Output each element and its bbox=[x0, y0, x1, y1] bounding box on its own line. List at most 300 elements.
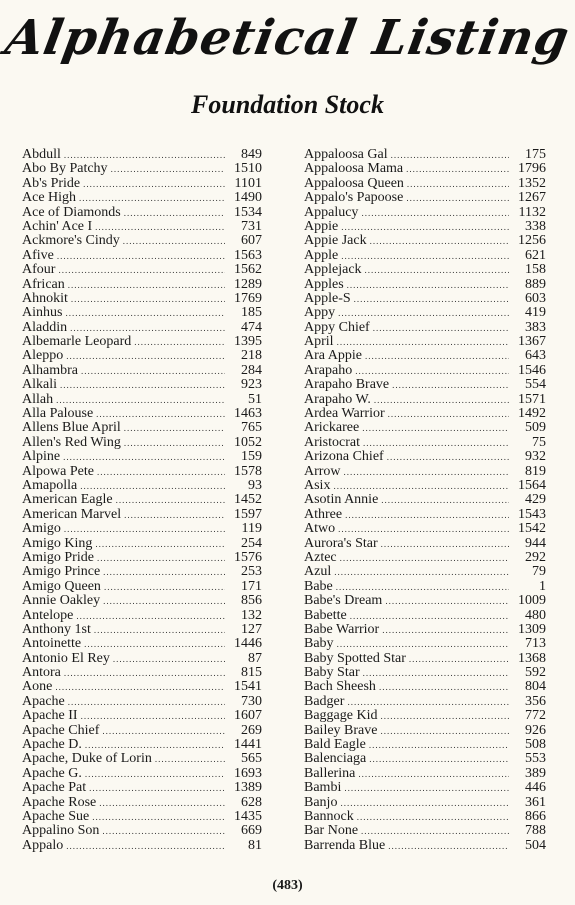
entry-name: Bailey Brave bbox=[304, 723, 378, 738]
list-item bbox=[304, 407, 546, 421]
entry-number: 509 bbox=[525, 421, 546, 436]
entry-number: 592 bbox=[525, 666, 546, 681]
dot-leader bbox=[155, 752, 225, 766]
entry-number: 127 bbox=[241, 622, 262, 637]
dot-leader bbox=[409, 652, 509, 666]
list-item bbox=[22, 421, 262, 435]
entry-name: Aristocrat bbox=[304, 435, 360, 450]
entry-name: Apples bbox=[304, 277, 344, 292]
list-item bbox=[22, 695, 262, 709]
entry-name: Baby bbox=[304, 637, 334, 652]
list-item bbox=[22, 407, 262, 421]
entry-number: 429 bbox=[525, 493, 546, 508]
dot-leader bbox=[373, 321, 509, 335]
entry-name: Albemarle Leopard bbox=[22, 335, 132, 350]
list-item bbox=[22, 680, 262, 694]
entry-name: Baby Star bbox=[304, 666, 360, 681]
dot-leader bbox=[338, 522, 509, 536]
list-item bbox=[304, 652, 546, 666]
entry-number: 1796 bbox=[518, 162, 546, 177]
entry-name: Aztec bbox=[304, 550, 337, 565]
entry-name: Achin' Ace I bbox=[22, 219, 93, 234]
entry-name: Arapaho Brave bbox=[304, 378, 390, 393]
entry-number: 621 bbox=[525, 248, 546, 263]
entry-number: 1441 bbox=[234, 738, 262, 753]
dot-leader bbox=[123, 234, 225, 248]
entry-number: 87 bbox=[248, 651, 262, 666]
entry-number: 1492 bbox=[518, 407, 546, 422]
list-item bbox=[22, 752, 262, 766]
dot-leader bbox=[344, 465, 509, 479]
entry-number: 446 bbox=[525, 781, 546, 796]
dot-leader bbox=[392, 378, 509, 392]
dot-leader bbox=[66, 349, 225, 363]
list-item bbox=[22, 537, 262, 551]
dot-leader bbox=[334, 565, 509, 579]
entry-name: Bach Sheesh bbox=[304, 680, 376, 695]
dot-leader bbox=[65, 306, 225, 320]
entry-name: Amigo Pride bbox=[22, 550, 94, 565]
dot-leader bbox=[345, 508, 509, 522]
entry-number: 253 bbox=[241, 565, 262, 580]
entry-number: 1367 bbox=[518, 335, 546, 350]
entry-number: 849 bbox=[241, 148, 262, 162]
entry-number: 292 bbox=[525, 550, 546, 565]
entry-name: American Eagle bbox=[22, 493, 113, 508]
entry-number: 508 bbox=[525, 738, 546, 753]
dot-leader bbox=[102, 824, 225, 838]
dot-leader bbox=[89, 781, 225, 795]
list-item bbox=[304, 724, 546, 738]
list-item bbox=[304, 148, 546, 162]
entry-number: 1368 bbox=[518, 651, 546, 666]
dot-leader bbox=[406, 191, 509, 205]
entry-name: Ainhus bbox=[22, 306, 63, 321]
entry-name: Baby Spotted Star bbox=[304, 651, 406, 666]
dot-leader bbox=[76, 609, 225, 623]
dot-leader bbox=[382, 623, 509, 637]
list-item bbox=[22, 263, 262, 277]
entry-name: Apache, Duke of Lorin bbox=[22, 752, 152, 767]
list-item bbox=[304, 580, 546, 594]
entry-number: 480 bbox=[525, 608, 546, 623]
dot-leader bbox=[68, 278, 225, 292]
entry-number: 1352 bbox=[518, 176, 546, 191]
list-item bbox=[22, 781, 262, 795]
entry-number: 1267 bbox=[518, 191, 546, 206]
dot-leader bbox=[369, 738, 509, 752]
entry-number: 51 bbox=[248, 392, 262, 407]
list-item bbox=[22, 824, 262, 838]
entry-name: Anthony 1st bbox=[22, 622, 91, 637]
entry-number: 81 bbox=[248, 838, 262, 853]
dot-leader bbox=[374, 393, 509, 407]
entry-number: 1563 bbox=[234, 248, 262, 263]
list-item bbox=[22, 220, 262, 234]
entry-number: 1435 bbox=[234, 809, 262, 824]
list-item bbox=[22, 465, 262, 479]
list-item bbox=[22, 306, 262, 320]
dot-leader bbox=[134, 335, 225, 349]
list-item bbox=[304, 436, 546, 450]
entry-name: Ace High bbox=[22, 191, 77, 206]
entry-number: 628 bbox=[241, 795, 262, 810]
dot-leader bbox=[124, 436, 225, 450]
list-item bbox=[22, 479, 262, 493]
list-item bbox=[304, 493, 546, 507]
entry-name: Banjo bbox=[304, 795, 338, 810]
entry-name: Azul bbox=[304, 565, 332, 580]
entry-number: 1543 bbox=[518, 507, 546, 522]
dot-leader bbox=[95, 220, 225, 234]
page-subtitle: Foundation Stock bbox=[191, 90, 384, 119]
list-item bbox=[22, 249, 262, 263]
dot-leader bbox=[80, 479, 225, 493]
entry-name: Antelope bbox=[22, 608, 74, 623]
entry-number: 383 bbox=[525, 320, 546, 335]
entry-number: 338 bbox=[525, 219, 546, 234]
entry-name: Apple-S bbox=[304, 291, 351, 306]
entry-number: 158 bbox=[525, 263, 546, 278]
right-column bbox=[304, 148, 546, 853]
list-item bbox=[22, 206, 262, 220]
dot-leader bbox=[407, 177, 509, 191]
entry-number: 171 bbox=[241, 579, 262, 594]
entry-number: 1256 bbox=[518, 234, 546, 249]
list-item bbox=[22, 321, 262, 335]
dot-leader bbox=[70, 321, 225, 335]
list-item bbox=[304, 220, 546, 234]
entry-name: Ardea Warrior bbox=[304, 407, 385, 422]
dot-leader bbox=[350, 609, 509, 623]
entry-number: 1 bbox=[539, 579, 546, 594]
entry-number: 1546 bbox=[518, 363, 546, 378]
list-item bbox=[304, 609, 546, 623]
entry-name: Abdull bbox=[22, 148, 61, 162]
entry-number: 132 bbox=[241, 608, 262, 623]
entry-name: Allah bbox=[22, 392, 54, 407]
entry-name: Appalo bbox=[22, 838, 64, 853]
list-item bbox=[22, 724, 262, 738]
dot-leader bbox=[338, 306, 509, 320]
entry-name: Asix bbox=[304, 478, 331, 493]
dot-leader bbox=[85, 738, 225, 752]
list-item bbox=[304, 810, 546, 824]
entry-name: Allen's Red Wing bbox=[22, 435, 121, 450]
dot-leader bbox=[97, 465, 225, 479]
list-item bbox=[304, 364, 546, 378]
list-item bbox=[22, 666, 262, 680]
list-item bbox=[22, 450, 262, 464]
entry-name: Apache G. bbox=[22, 766, 82, 781]
list-item bbox=[304, 306, 546, 320]
dot-leader bbox=[94, 623, 225, 637]
list-item bbox=[22, 623, 262, 637]
entry-number: 1564 bbox=[518, 478, 546, 493]
list-item bbox=[22, 436, 262, 450]
entry-name: Bambi bbox=[304, 781, 342, 796]
entry-number: 788 bbox=[525, 824, 546, 839]
entry-number: 713 bbox=[525, 637, 546, 652]
dot-leader bbox=[97, 551, 225, 565]
dot-leader bbox=[362, 421, 509, 435]
entry-name: Ab's Pride bbox=[22, 176, 81, 191]
dot-leader bbox=[385, 594, 509, 608]
entry-number: 932 bbox=[525, 450, 546, 465]
dot-leader bbox=[391, 148, 509, 162]
entry-number: 554 bbox=[525, 378, 546, 393]
entry-name: Appy Chief bbox=[304, 320, 370, 335]
list-item bbox=[304, 234, 546, 248]
list-item bbox=[304, 680, 546, 694]
list-item bbox=[304, 738, 546, 752]
entry-name: Bannock bbox=[304, 809, 354, 824]
list-item bbox=[22, 637, 262, 651]
dot-leader bbox=[103, 594, 225, 608]
left-column bbox=[22, 148, 262, 853]
entry-number: 923 bbox=[241, 378, 262, 393]
entry-name: Appie bbox=[304, 219, 339, 234]
dot-leader bbox=[354, 292, 509, 306]
entry-name: Afour bbox=[22, 263, 56, 278]
entry-name: Bar None bbox=[304, 824, 359, 839]
list-item bbox=[22, 234, 262, 248]
entry-name: Atwo bbox=[304, 522, 336, 537]
list-item bbox=[22, 767, 262, 781]
entry-name: Amigo Queen bbox=[22, 579, 101, 594]
entry-name: Apache Rose bbox=[22, 795, 97, 810]
dot-leader bbox=[66, 839, 225, 853]
dot-leader bbox=[344, 781, 509, 795]
entry-name: Arickaree bbox=[304, 421, 360, 436]
dot-leader bbox=[388, 407, 509, 421]
dot-leader bbox=[365, 263, 509, 277]
list-item bbox=[304, 637, 546, 651]
dot-leader bbox=[79, 191, 225, 205]
entry-name: Apache II bbox=[22, 709, 78, 724]
dot-leader bbox=[406, 162, 509, 176]
entry-number: 866 bbox=[525, 809, 546, 824]
entry-number: 1052 bbox=[234, 435, 262, 450]
list-item bbox=[304, 263, 546, 277]
entry-number: 731 bbox=[241, 219, 262, 234]
entry-name: Badger bbox=[304, 694, 345, 709]
entry-number: 159 bbox=[241, 450, 262, 465]
dot-leader bbox=[95, 537, 225, 551]
entry-number: 1607 bbox=[234, 709, 262, 724]
dot-leader bbox=[341, 220, 509, 234]
list-item bbox=[22, 594, 262, 608]
list-item bbox=[22, 349, 262, 363]
dot-leader bbox=[363, 666, 509, 680]
entry-number: 1132 bbox=[518, 205, 546, 220]
list-item bbox=[304, 393, 546, 407]
dot-leader bbox=[361, 824, 509, 838]
list-item bbox=[304, 796, 546, 810]
list-item bbox=[304, 421, 546, 435]
dot-leader bbox=[64, 522, 225, 536]
entry-name: Apache Pat bbox=[22, 781, 87, 796]
list-item bbox=[22, 796, 262, 810]
list-item bbox=[304, 537, 546, 551]
list-item bbox=[22, 609, 262, 623]
entry-name: Ace of Diamonds bbox=[22, 205, 121, 220]
entry-name: Apache Chief bbox=[22, 723, 100, 738]
entry-number: 669 bbox=[241, 824, 262, 839]
entry-number: 93 bbox=[248, 478, 262, 493]
entry-number: 553 bbox=[525, 752, 546, 767]
dot-leader bbox=[64, 148, 225, 162]
list-item bbox=[22, 522, 262, 536]
dot-leader bbox=[124, 421, 225, 435]
entry-name: Amigo King bbox=[22, 536, 93, 551]
dot-leader bbox=[347, 278, 509, 292]
list-item bbox=[304, 839, 546, 853]
entry-number: 1693 bbox=[234, 766, 262, 781]
list-item bbox=[22, 565, 262, 579]
entry-name: April bbox=[304, 335, 334, 350]
entry-number: 1576 bbox=[234, 550, 262, 565]
entry-number: 856 bbox=[241, 594, 262, 609]
dot-leader bbox=[92, 810, 225, 824]
entry-number: 819 bbox=[525, 464, 546, 479]
entry-number: 175 bbox=[525, 148, 546, 162]
entry-number: 119 bbox=[241, 522, 262, 537]
list-item bbox=[304, 177, 546, 191]
entry-number: 804 bbox=[525, 680, 546, 695]
dot-leader bbox=[116, 493, 225, 507]
list-item bbox=[22, 493, 262, 507]
dot-leader bbox=[340, 796, 509, 810]
dot-leader bbox=[84, 637, 225, 651]
entry-name: Barrenda Blue bbox=[304, 838, 386, 853]
entry-number: 1289 bbox=[234, 277, 262, 292]
dot-leader bbox=[68, 695, 225, 709]
entry-number: 765 bbox=[241, 421, 262, 436]
list-item bbox=[304, 162, 546, 176]
entry-number: 1542 bbox=[518, 522, 546, 537]
entry-number: 772 bbox=[525, 709, 546, 724]
entry-name: Baggage Kid bbox=[304, 709, 378, 724]
list-item bbox=[22, 278, 262, 292]
entry-name: Ballerina bbox=[304, 766, 356, 781]
entry-name: African bbox=[22, 277, 65, 292]
list-item bbox=[304, 206, 546, 220]
entry-number: 565 bbox=[241, 752, 262, 767]
entry-number: 1452 bbox=[234, 493, 262, 508]
dot-leader bbox=[363, 436, 509, 450]
entry-name: Apache D. bbox=[22, 738, 82, 753]
entry-number: 389 bbox=[525, 766, 546, 781]
dot-leader bbox=[381, 493, 509, 507]
entry-name: Alkali bbox=[22, 378, 57, 393]
entry-name: Athree bbox=[304, 507, 343, 522]
entry-name: Babette bbox=[304, 608, 347, 623]
entry-number: 944 bbox=[525, 536, 546, 551]
dot-leader bbox=[387, 450, 509, 464]
dot-leader bbox=[83, 177, 225, 191]
dot-leader bbox=[124, 206, 225, 220]
entry-number: 1510 bbox=[234, 162, 262, 177]
entry-name: Alpowa Pete bbox=[22, 464, 94, 479]
list-item bbox=[22, 292, 262, 306]
dot-leader bbox=[96, 407, 225, 421]
entry-name: Antonio El Rey bbox=[22, 651, 110, 666]
entry-number: 356 bbox=[525, 694, 546, 709]
list-item bbox=[304, 781, 546, 795]
entry-number: 926 bbox=[525, 723, 546, 738]
dot-leader bbox=[111, 162, 225, 176]
entry-number: 218 bbox=[241, 349, 262, 364]
entry-name: Ara Appie bbox=[304, 349, 362, 364]
list-item bbox=[22, 177, 262, 191]
entry-name: Babe's Dream bbox=[304, 594, 383, 609]
entry-name: Appaloosa Gal bbox=[304, 148, 388, 162]
entry-name: Aladdin bbox=[22, 320, 68, 335]
entry-name: Amigo Prince bbox=[22, 565, 101, 580]
dot-leader bbox=[85, 767, 225, 781]
list-item bbox=[22, 839, 262, 853]
entry-number: 815 bbox=[241, 666, 262, 681]
entry-number: 1309 bbox=[518, 622, 546, 637]
entry-name: Alhambra bbox=[22, 363, 78, 378]
entry-name: Bald Eagle bbox=[304, 738, 366, 753]
entry-number: 1597 bbox=[234, 507, 262, 522]
list-item bbox=[22, 191, 262, 205]
dot-leader bbox=[337, 335, 509, 349]
entry-number: 284 bbox=[241, 363, 262, 378]
list-item bbox=[22, 810, 262, 824]
entry-name: Aurora's Star bbox=[304, 536, 378, 551]
list-item bbox=[304, 450, 546, 464]
entry-number: 419 bbox=[525, 306, 546, 321]
page-title: Alphabetical Listing bbox=[1, 10, 574, 66]
entry-name: Ahnokit bbox=[22, 291, 68, 306]
list-item bbox=[304, 666, 546, 680]
list-item bbox=[22, 652, 262, 666]
dot-leader bbox=[341, 249, 509, 263]
entry-name: Alpine bbox=[22, 450, 61, 465]
entry-number: 1395 bbox=[234, 335, 262, 350]
entry-name: Amigo bbox=[22, 522, 61, 537]
list-item bbox=[22, 393, 262, 407]
entry-name: Ackmore's Cindy bbox=[22, 234, 120, 249]
dot-leader bbox=[113, 652, 225, 666]
list-item bbox=[304, 522, 546, 536]
dot-leader bbox=[333, 479, 509, 493]
entry-name: Antora bbox=[22, 666, 61, 681]
entry-number: 1490 bbox=[234, 191, 262, 206]
entry-name: Alla Palouse bbox=[22, 407, 94, 422]
entry-name: Abo By Patchy bbox=[22, 162, 108, 177]
list-item bbox=[304, 349, 546, 363]
entry-number: 1446 bbox=[234, 637, 262, 652]
entry-number: 474 bbox=[241, 320, 262, 335]
entry-number: 1578 bbox=[234, 464, 262, 479]
list-item bbox=[22, 580, 262, 594]
dot-leader bbox=[380, 709, 509, 723]
dot-leader bbox=[381, 537, 509, 551]
dot-leader bbox=[347, 695, 509, 709]
entry-name: Amapolla bbox=[22, 478, 78, 493]
dot-leader bbox=[361, 206, 509, 220]
list-item bbox=[304, 278, 546, 292]
list-item bbox=[22, 162, 262, 176]
entry-name: Aleppo bbox=[22, 349, 64, 364]
entry-number: 1389 bbox=[234, 781, 262, 796]
dot-leader bbox=[57, 249, 225, 263]
dot-leader bbox=[81, 709, 225, 723]
